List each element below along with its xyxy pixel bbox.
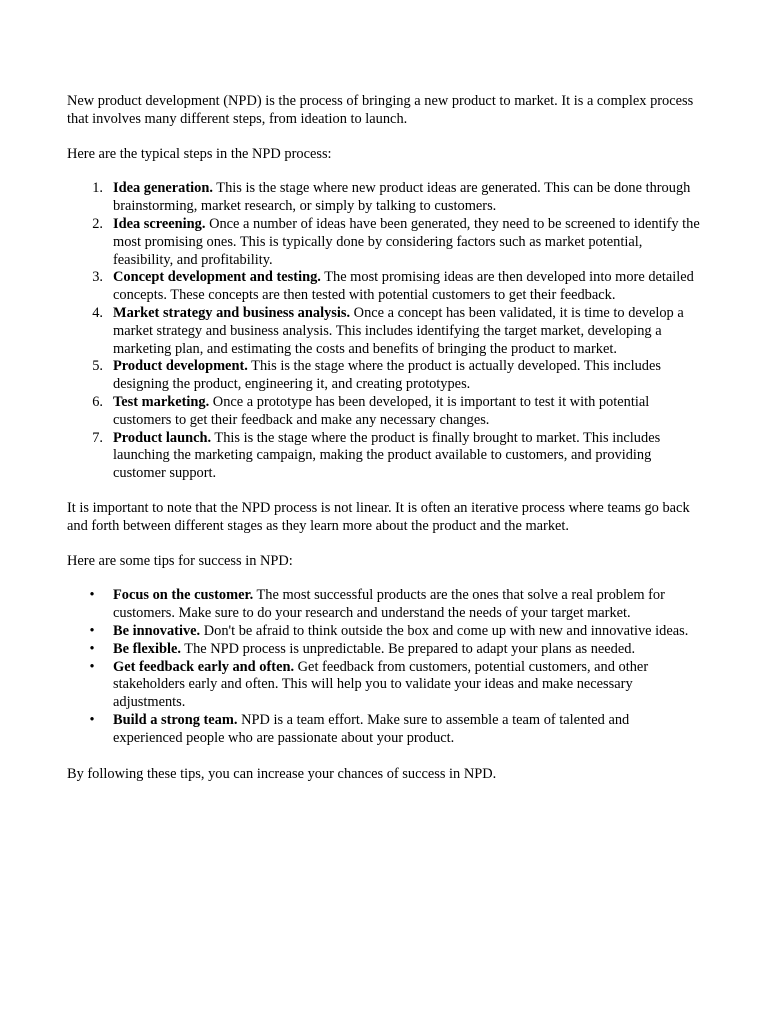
step-description: Once a number of ideas have been generated, they need to be screened to identify the most promising ones. This is typically done by considering factors such as market potential, feasibility, and profitability. [113,215,700,268]
tip-item-5 [67,712,702,748]
step-term: Product launch. [113,429,212,446]
step-number: 3. [92,269,103,286]
tip-term: Get feedback early and often. [113,658,295,675]
step-item-6 [67,394,702,430]
bullet-icon: • [89,658,95,675]
step-item-7 [67,430,702,483]
tip-item-3 [67,641,702,659]
step-item-1 [67,180,702,216]
step-number: 6. [92,393,103,410]
intro-paragraph: New product development (NPD) is the process of bringing a new product to market. It is a complex process that involves many different steps, from ideation to launch. [67,93,694,127]
tip-item-1 [67,587,702,623]
bullet-icon: • [89,640,95,657]
tip-description: The most successful products are the ones that solve a real problem for customers. Make sure to do your research and understand the needs of your target market. [113,587,665,622]
step-description: This is the stage where new product ideas are generated. This can be done through brainstorming, market research, or simply by talking to customers. [113,180,691,215]
step-number: 1. [92,180,103,197]
bullet-icon: • [89,711,95,728]
step-term: Product development. [113,358,248,375]
step-term: Idea generation. [113,180,213,197]
nonlinear-note-paragraph: It is important to note that the NPD process is not linear. It is often an iterative process where teams go back and forth between different stages as they learn more about the product and the market. [67,499,690,534]
step-number: 7. [92,429,103,446]
step-description: This is the stage where the product is actually developed. This includes designing the product, engineering it, and creating prototypes. [113,358,661,393]
step-description: The most promising ideas are then developed into more detailed concepts. These concepts are then tested with potential customers to get their feedback. [113,269,694,304]
step-item-5 [67,358,702,394]
step-item-2 [67,216,702,269]
closing-paragraph: By following these tips, you can increase your chances of success in NPD. [67,765,497,782]
step-term: Test marketing. [113,393,210,410]
tip-term: Be flexible. [113,640,181,657]
tip-description: The NPD process is unpredictable. Be prepared to adapt your plans as needed. [180,640,636,657]
step-item-3 [67,269,702,305]
step-description: Once a concept has been validated, it is time to develop a market strategy and business analysis. This includes identifying the target market, developing a marketing plan, and estimating the costs and benefits of bringing the product to market. [113,304,684,357]
tip-term: Build a strong team. [113,711,238,728]
step-description: Once a prototype has been developed, it is important to test it with potential customers to get their feedback and make any necessary changes. [113,393,650,428]
tip-description: NPD is a team effort. Make sure to assemble a team of talented and experienced people who are passionate about your product. [113,711,630,746]
step-term: Idea screening. [113,215,206,232]
tip-item-4 [67,659,702,712]
tip-term: Be innovative. [113,622,201,639]
step-term: Market strategy and business analysis. [113,304,351,321]
step-item-4 [67,305,702,358]
step-number: 4. [92,304,103,321]
step-number: 2. [92,215,103,232]
npd-steps-list [67,180,702,483]
steps-lead-paragraph: Here are the typical steps in the NPD process: [67,145,332,162]
bullet-icon: • [89,587,95,604]
tips-lead-paragraph: Here are some tips for success in NPD: [67,552,293,569]
tip-description: Get feedback from customers, potential customers, and other stakeholders early and often. This will help you to validate your ideas and make necessary adjustments. [113,658,649,711]
success-tips-list [67,587,702,747]
bullet-icon: • [89,622,95,639]
tip-item-2 [67,623,702,641]
step-number: 5. [92,358,103,375]
step-description: This is the stage where the product is finally brought to market. This includes launching the marketing campaign, making the product available to customers, and providing customer support. [113,429,661,482]
step-term: Concept development and testing. [113,269,321,286]
tip-description: Don't be afraid to think outside the box and come up with new and innovative ideas. [200,622,689,639]
tip-term: Focus on the customer. [113,587,254,604]
